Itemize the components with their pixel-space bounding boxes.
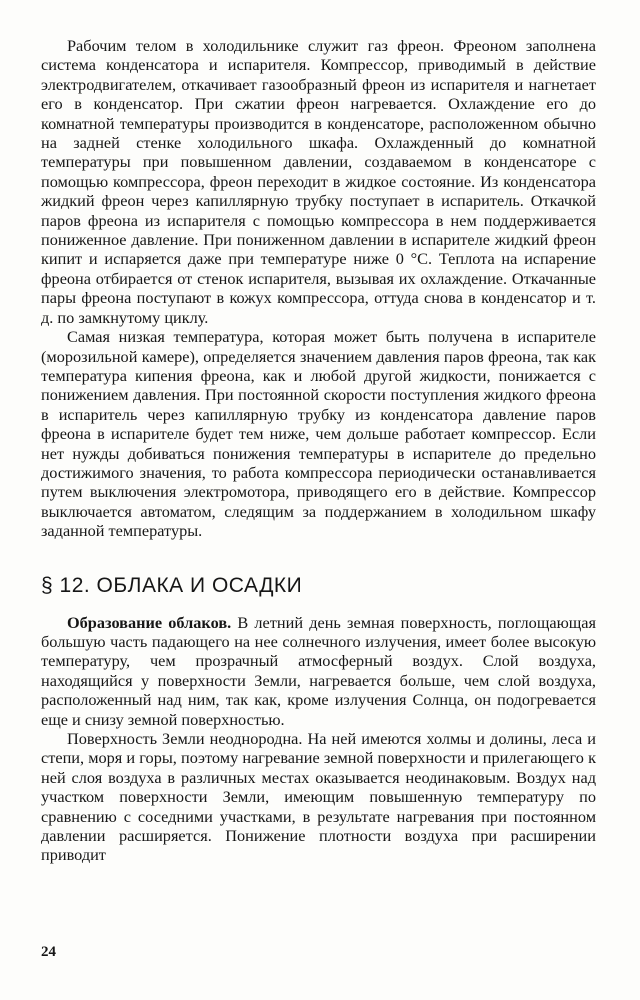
paragraph-earth-surface: Поверхность Земли неоднородна. На ней имеются холмы и долины, леса и степи, моря и горы, поэтому нагревание земной поверхности и прилегающего к ней слоя воздуха в различных местах оказывается неодинаковым. Воздух над участком поверхности Земли, имеющим повышенную температуру по сравнению с соседними участками, в результате нагревания при постоянном давлении расширяется. Понижение плотности воздуха при расширении приводит — [41, 729, 596, 865]
paragraph-cloud-formation — [41, 613, 596, 729]
paragraph-evaporator-temperature: Самая низкая температура, которая может быть получена в испарителе (морозильной камере), определяется значением давления паров фреона, так как температура кипения фреона, как и любой другой жидкости, понижается с понижением давления. При постоянной скорости поступления жидкого фреона в испаритель через капиллярную трубку из конденсатора давление паров фреона в испарителе будет тем ниже, чем дольше работает компрессор. Если нет нужды добиваться понижения температуры в испарителе до предельно достижимого значения, то работа компрессора периодически останавливается путем выключения электромотора, приводящего его в действие. Компрессор выключается автоматом, следящим за поддержанием в холодильном шкафу заданной температуры. — [41, 327, 596, 541]
section-heading: § 12. ОБЛАКА И ОСАДКИ — [41, 573, 303, 597]
subsection-title: Образование облаков. — [67, 612, 232, 632]
page-number: 24 — [41, 944, 56, 960]
paragraph-refrigerator-working-fluid: Рабочим телом в холодильнике служит газ фреон. Фреоном заполнена система конденсатора и испарителя. Компрессор, приводимый в действие электродвигателем, откачивает газообразный фреон из испарителя и нагнетает его в конденсатор. При сжатии фреон нагревается. Охлаждение его до комнатной температуры производится в конденсаторе, расположенном обычно на задней стенке холодильного шкафа. Охлажденный до комнатной температуры при повышенном давлении, создаваемом в конденсаторе с помощью компрессора, фреон переходит в жидкое состояние. Из конденсатора жидкий фреон через капиллярную трубку поступает в испаритель. Откачкой паров фреона из испарителя с помощью компрессора в нем поддерживается пониженное давление. При пониженном давлении в испарителе жидкий фреон кипит и испаряется даже при температуре ниже 0 °С. Теплота на испарение фреона отбирается от стенок испарителя, вызывая их охлаждение. Откачанные пары фреона поступают в кожух компрессора, оттуда снова в конденсатор и т. д. по замкнутому циклу. — [41, 36, 596, 327]
subsection-text: В летний день земная поверхность, поглощающая большую часть падающего на нее солнечного излучения, имеет более высокую температуру, чем прозрачный атмосферный воздух. Слой воздуха, находящийся у поверхности Земли, нагревается больше, чем слой воздуха, расположенный над ним, так как, кроме излучения Солнца, он подогревается еще и снизу земной поверхностью. — [41, 612, 596, 729]
